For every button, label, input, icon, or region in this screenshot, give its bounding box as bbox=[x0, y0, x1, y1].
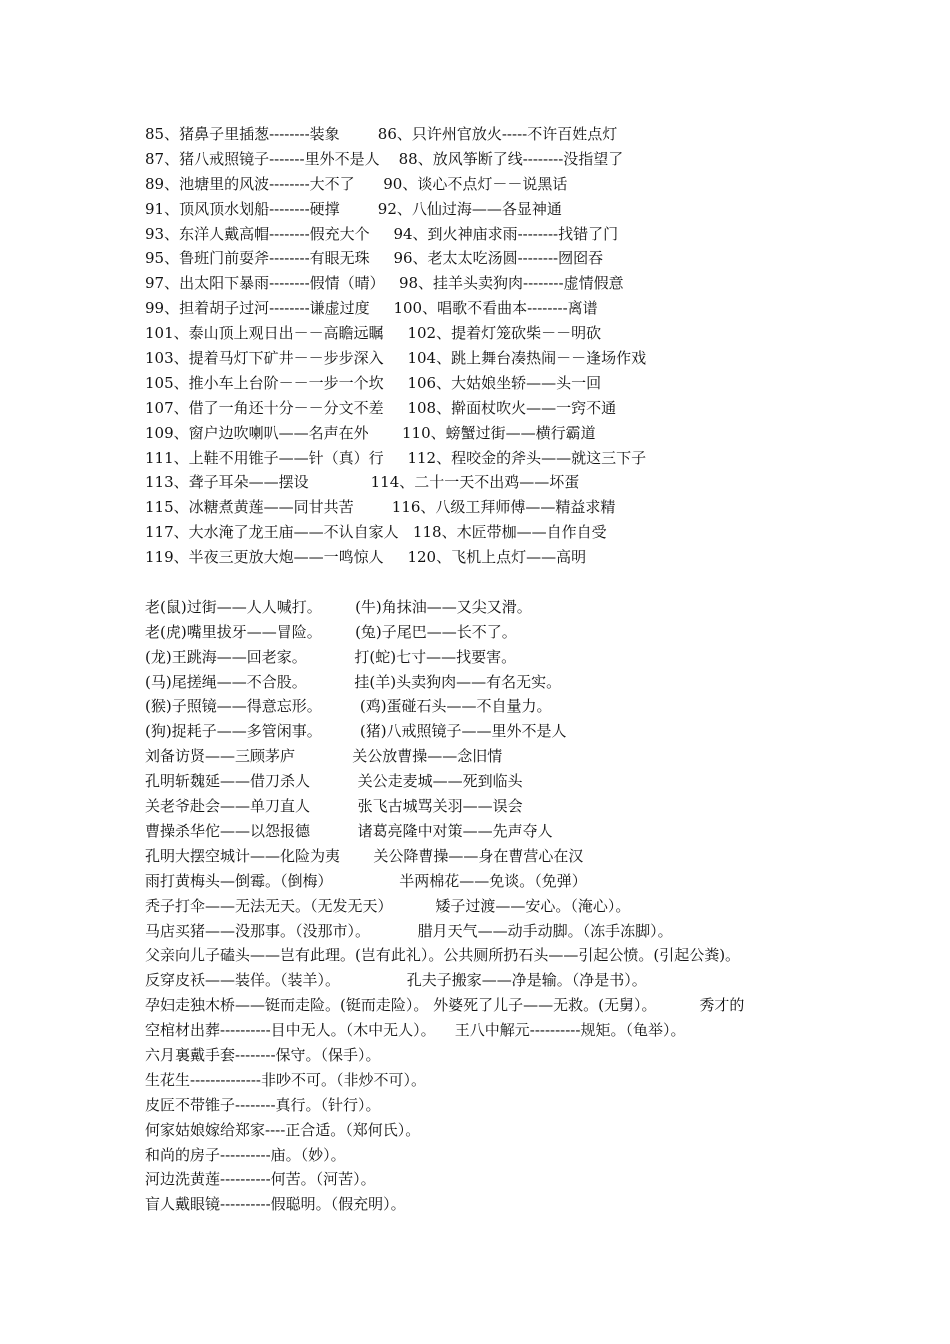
text-line: 109、窗户边吹喇叭——名声在外 110、螃蟹过街——横行霸道 bbox=[145, 423, 596, 442]
text-line: 103、提着马灯下矿井－－步步深入 104、跳上舞台凑热闹－－逢场作戏 bbox=[145, 349, 647, 368]
text-line: 87、猪八戒照镜子-------里外不是人 88、放风筝断了线--------没指望了 bbox=[145, 149, 624, 168]
text-line: 95、鲁班门前耍斧--------有眼无珠 96、老太太吃汤圆--------囫囵吞 bbox=[145, 249, 604, 268]
text-line: 101、泰山顶上观日出－－高瞻远瞩 102、提着灯笼砍柴－－明砍 bbox=[145, 324, 602, 343]
text-line: 反穿皮袄——装佯。（装羊）。 孔夫子搬家——净是输。（净是书）。 bbox=[145, 971, 647, 990]
text-line: (猴)子照镜——得意忘形。 (鸡)蛋碰石头——不自量力。 bbox=[145, 697, 552, 716]
text-line: 马店买猪——没那事。（没那市）。 腊月天气——动手动脚。（冻手冻脚）。 bbox=[145, 921, 673, 940]
text-line: 115、冰糖煮黄莲——同甘共苦 116、八级工拜师傅——精益求精 bbox=[145, 498, 616, 517]
text-line: (龙)王跳海——回老家。 打(蛇)七寸——找要害。 bbox=[145, 647, 517, 666]
text-line: 雨打黄梅头—倒霉。（倒梅） 半两棉花——免谈。（免弹） bbox=[145, 871, 587, 890]
text-line: 91、顶风顶水划船--------硬撑 92、八仙过海——各显神通 bbox=[145, 199, 562, 218]
text-line: 老(鼠)过街——人人喊打。 (牛)角抹油——又尖又滑。 bbox=[145, 597, 532, 616]
section-spacer bbox=[145, 570, 845, 595]
text-line: 生花生--------------非吵不可。（非炒不可）。 bbox=[145, 1070, 426, 1089]
text-line: 和尚的房子----------庙。（妙）。 bbox=[145, 1145, 346, 1164]
text-line: (马)尾搓绳——不合股。 挂(羊)头卖狗肉——有名无实。 bbox=[145, 672, 562, 691]
numbered-section bbox=[145, 122, 845, 570]
text-line: 空棺材出葬----------目中无人。（木中无人）。 王八中解元----------规矩。（龟举）。 bbox=[145, 1021, 686, 1040]
text-line: 117、大水淹了龙王庙——不认自家人 118、木匠带枷——自作自受 bbox=[145, 523, 607, 542]
text-line: 119、半夜三更放大炮——一鸣惊人 120、飞机上点灯——高明 bbox=[145, 548, 587, 567]
text-line: 111、上鞋不用锥子——针（真）行 112、程咬金的斧头——就这三下子 bbox=[145, 448, 647, 467]
text-line: 老(虎)嘴里拔牙——冒险。 (兔)子尾巴——长不了。 bbox=[145, 622, 517, 641]
text-line: 刘备访贤——三顾茅庐 关公放曹操——念旧情 bbox=[145, 747, 503, 766]
text-line: 99、担着胡子过河--------谦虚过度 100、唱歌不看曲本--------离谱 bbox=[145, 299, 598, 318]
document-body bbox=[145, 122, 845, 1217]
text-line: 107、借了一角还十分－－分文不差 108、擀面杖吹火——一窍不通 bbox=[145, 398, 617, 417]
text-line: 93、东洋人戴高帽--------假充大个 94、到火神庙求雨--------找错了门 bbox=[145, 224, 619, 243]
text-line: 孔明大摆空城计——化险为夷 关公降曹操——身在曹营心在汉 bbox=[145, 846, 584, 865]
text-line: 曹操杀华佗——以怨报德 诸葛亮隆中对策——先声夺人 bbox=[145, 821, 553, 840]
text-line: 盲人戴眼镜----------假聪明。（假充明）。 bbox=[145, 1195, 406, 1214]
text-line: 85、猪鼻子里插葱--------装象 86、只许州官放火-----不许百姓点灯 bbox=[145, 125, 618, 143]
text-line: 关老爷赴会——单刀直人 张飞古城骂关羽——误会 bbox=[145, 797, 523, 816]
text-line: 97、出太阳下暴雨--------假情（晴） 98、挂羊头卖狗肉--------虚情假意 bbox=[145, 274, 624, 293]
text-line: 秃子打伞——无法无天。（无发无天） 矮子过渡——安心。（淹心）。 bbox=[145, 896, 631, 915]
text-line: 89、池塘里的风波--------大不了 90、谈心不点灯－－说黑话 bbox=[145, 174, 568, 193]
text-line: 何家姑娘嫁给郑家----正合适。（郑何氏）。 bbox=[145, 1120, 421, 1139]
xiehouyu-section bbox=[145, 595, 845, 1217]
text-line: 河边洗黄莲----------何苦。（河苦）。 bbox=[145, 1170, 376, 1189]
text-line: 孔明斩魏延——借刀杀人 关公走麦城——死到临头 bbox=[145, 772, 523, 791]
text-line: (狗)捉耗子——多管闲事。 (猪)八戒照镜子——里外不是人 bbox=[145, 722, 567, 741]
text-line: 105、推小车上台阶－－一步一个坎 106、大姑娘坐轿——头一回 bbox=[145, 373, 602, 392]
text-line: 父亲向儿子磕头——岂有此理。(岂有此礼）。公共厕所扔石头——引起公愤。(引起公粪)。 bbox=[145, 946, 741, 965]
text-line: 皮匠不带锥子--------真行。（针行）。 bbox=[145, 1095, 381, 1114]
text-line: 六月裏戴手套--------保守。（保手）。 bbox=[145, 1045, 381, 1064]
text-line: 孕妇走独木桥——铤而走险。(铤而走险）。 外婆死了儿子——无救。(无舅）。 秀才的 bbox=[145, 996, 745, 1015]
text-line: 113、聋子耳朵——摆设 114、二十一天不出鸡——坏蛋 bbox=[145, 473, 580, 492]
